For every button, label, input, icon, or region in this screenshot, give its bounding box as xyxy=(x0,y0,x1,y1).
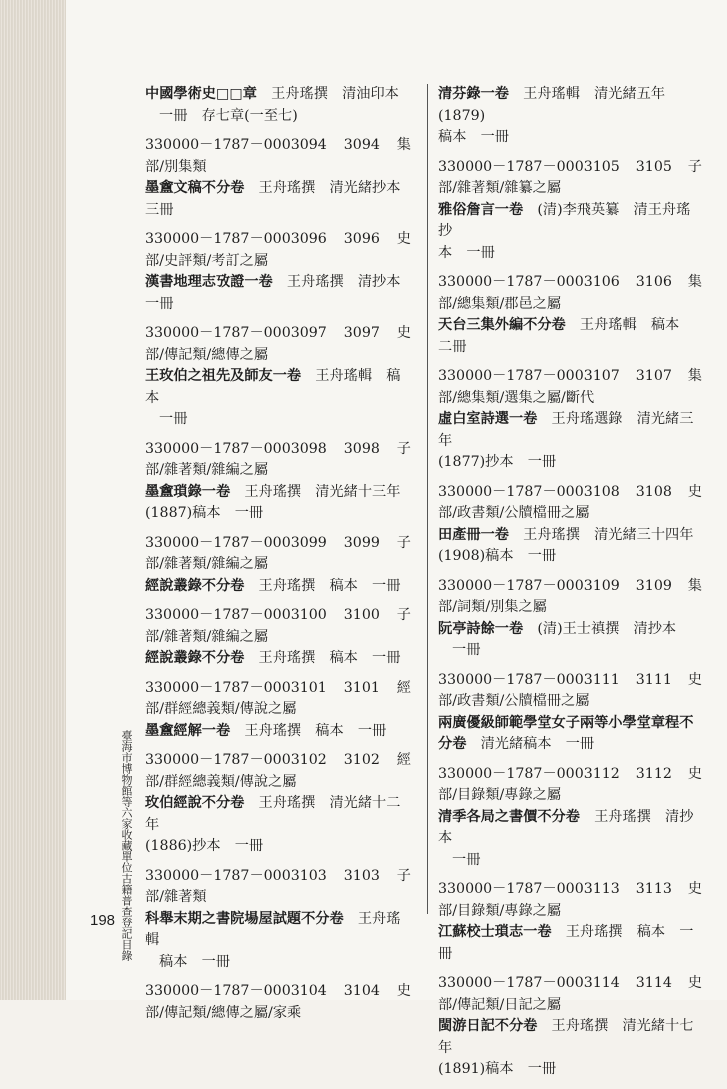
entry-details: 王舟瑤輯 xyxy=(145,910,401,948)
entry-details: 王舟瑤撰 稿本 一冊 xyxy=(258,650,401,666)
catalog-entry xyxy=(438,157,702,265)
catalog-entry xyxy=(145,678,411,743)
catalog-entry xyxy=(438,272,702,358)
entry-title: 清季各局之書價不分卷 xyxy=(438,808,580,825)
entry-title: 清芬錄一卷 xyxy=(438,86,509,102)
entry-code: 330000－1787－0003114 3114 史部/傳記類/日記之屬 xyxy=(438,975,702,1013)
entry-details-cont: (1891)稿本 一冊 xyxy=(438,1061,557,1077)
entry-details-cont: 一冊 xyxy=(452,642,481,658)
entry-details-cont: 稿本 一冊 xyxy=(159,953,230,970)
catalog-entry xyxy=(145,84,411,127)
entry-title: 經說叢錄不分卷 xyxy=(145,577,245,594)
catalog-entry xyxy=(145,533,411,598)
entry-title: 虛白室詩選一卷 xyxy=(438,411,538,427)
book-page-edge xyxy=(0,0,67,1000)
entry-details-cont: (1877)抄本 一冊 xyxy=(438,454,557,470)
entry-details: (清)王士禛撰 清抄本 xyxy=(537,620,677,637)
entry-details-cont: (1887)稿本 一冊 xyxy=(145,505,264,521)
entry-title: 江蘇校士瑣志一卷 xyxy=(438,924,552,940)
entry-title: 墨盦文稿不分卷 xyxy=(145,180,245,196)
entry-details: 王舟瑤輯 稿本 xyxy=(145,368,401,406)
entry-code: 330000－1787－0003099 3099 子部/雜著類/雜編之屬 xyxy=(145,534,411,572)
catalog-entry xyxy=(145,605,411,670)
entry-details: 王舟瑤撰 清光緒十二年 xyxy=(145,795,401,833)
entry-title: 王玫伯之祖先及師友一卷 xyxy=(145,368,302,384)
entry-code: 330000－1787－0003112 3112 史部/目錄類/專錄之屬 xyxy=(438,765,702,803)
catalog-entry xyxy=(145,135,411,221)
entry-title: 玫伯經說不分卷 xyxy=(145,795,245,811)
entry-details: 王舟瑤撰 稿本 一冊 xyxy=(438,924,694,962)
entry-code: 330000－1787－0003105 3105 子部/雜著類/雜纂之屬 xyxy=(438,158,702,196)
entry-details: 王舟瑤選錄 清光緒三年 xyxy=(438,411,694,449)
catalog-entry xyxy=(438,879,702,965)
entry-code: 330000－1787－0003109 3109 集部/詞類/別集之屬 xyxy=(438,577,702,615)
catalog-entry xyxy=(438,482,702,568)
entry-details: 王舟瑤撰 清光緒十七年 xyxy=(438,1018,694,1056)
catalog-entry xyxy=(438,670,702,756)
entry-code: 330000－1787－0003106 3106 集部/總集類/郡邑之屬 xyxy=(438,274,702,312)
entry-details-cont: 稿本 一冊 xyxy=(438,129,509,145)
entry-details: 王舟瑤撰 清光緒抄本 xyxy=(258,180,401,196)
right-column xyxy=(438,84,702,1089)
entry-details: 王舟瑤撰 清抄本 xyxy=(438,808,694,846)
catalog-entry xyxy=(438,366,702,474)
entry-title: 漢書地理志攷證一卷 xyxy=(145,274,273,290)
entry-title: 雅俗詹言一卷 xyxy=(438,201,524,218)
catalog-entry xyxy=(145,229,411,315)
entry-details-cont: 一冊 xyxy=(159,411,188,427)
entry-code: 330000－1787－0003096 3096 史部/史評類/考訂之屬 xyxy=(145,231,411,269)
page-number: 198 xyxy=(90,912,116,929)
entry-details: 王舟瑤撰 清抄本 xyxy=(286,274,401,290)
entry-details: 王舟瑤輯 稿本 xyxy=(579,317,680,333)
entry-code: 330000－1787－0003108 3108 史部/政書類/公牘檔冊之屬 xyxy=(438,483,702,521)
entry-title: 閩游日記不分卷 xyxy=(438,1018,538,1034)
catalog-entry xyxy=(145,323,411,431)
entry-details: 清光緒稿本 一冊 xyxy=(480,736,595,752)
catalog-entry xyxy=(145,750,411,858)
entry-details: 王舟瑤撰 稿本 一冊 xyxy=(258,577,401,594)
entry-code: 330000－1787－0003103 3103 子部/雜著類 xyxy=(145,867,411,905)
entry-details-cont: (1908)稿本 一冊 xyxy=(438,548,557,564)
entry-title: 經說叢錄不分卷 xyxy=(145,650,245,666)
entry-code: 330000－1787－0003111 3111 史部/政書類/公牘檔冊之屬 xyxy=(438,671,702,709)
entry-code: 330000－1787－0003113 3113 史部/目錄類/專錄之屬 xyxy=(438,881,702,919)
entry-details: 王舟瑤撰 清光緒三十四年 xyxy=(523,526,694,543)
entry-details-cont: 一冊 xyxy=(452,851,481,868)
entry-details-cont: 三冊 xyxy=(145,201,174,218)
entry-title: 田產冊一卷 xyxy=(438,526,509,543)
catalog-entry xyxy=(145,439,411,525)
entry-title: 兩廣優級師範學堂女子兩等小學堂章程不分卷 xyxy=(438,714,694,752)
running-title: 臺海市博物館等六家收藏單位古籍普查登記目錄 xyxy=(120,730,133,961)
entry-title: 墨盦瑣錄一卷 xyxy=(145,483,231,500)
entry-details-cont: 二冊 xyxy=(438,338,467,355)
entry-title: 科舉末期之書院場屋試題不分卷 xyxy=(145,910,344,927)
left-column xyxy=(145,84,411,1032)
catalog-entry xyxy=(145,981,411,1024)
entry-details-cont: 一冊 xyxy=(145,295,174,312)
entry-code: 330000－1787－0003098 3098 子部/雜著類/雜編之屬 xyxy=(145,440,411,478)
entry-code: 330000－1787－0003097 3097 史部/傳記類/總傳之屬 xyxy=(145,325,411,363)
catalog-entry xyxy=(438,576,702,662)
entry-title: 阮亭詩餘一卷 xyxy=(438,620,524,637)
catalog-entry xyxy=(438,973,702,1081)
entry-code: 330000－1787－0003094 3094 集部/別集類 xyxy=(145,137,411,175)
catalog-entry xyxy=(438,764,702,872)
entry-details: 王舟瑤撰 清油印本 xyxy=(271,86,399,102)
entry-details: 王舟瑤輯 清光緒五年(1879) xyxy=(438,86,666,124)
entry-title: 天台三集外編不分卷 xyxy=(438,317,566,333)
entry-details-cont: 一冊 存七章(一至七) xyxy=(159,107,298,124)
entry-code: 330000－1787－0003102 3102 經部/群經總義類/傳說之屬 xyxy=(145,752,411,790)
entry-details: 王舟瑤撰 稿本 一冊 xyxy=(244,722,387,739)
catalog-entry xyxy=(145,866,411,974)
column-divider xyxy=(427,84,428,914)
entry-details: (清)李飛英纂 清王舟瑤抄 xyxy=(438,201,691,239)
entry-details: 王舟瑤撰 清光緒十三年 xyxy=(244,483,401,500)
entry-title: 墨盦經解一卷 xyxy=(145,722,231,739)
entry-details-cont: (1886)抄本 一冊 xyxy=(145,838,264,854)
catalog-entry xyxy=(438,84,702,149)
entry-code: 330000－1787－0003107 3107 集部/總集類/選集之屬/斷代 xyxy=(438,368,702,406)
entry-code: 330000－1787－0003101 3101 經部/群經總義類/傳說之屬 xyxy=(145,679,411,717)
entry-title: 中國學術史□□章 xyxy=(145,86,257,102)
entry-code: 330000－1787－0003104 3104 史部/傳記類/總傳之屬/家乘 xyxy=(145,983,411,1021)
entry-details-cont: 本 一冊 xyxy=(438,244,495,261)
entry-code: 330000－1787－0003100 3100 子部/雜著類/雜編之屬 xyxy=(145,607,411,645)
